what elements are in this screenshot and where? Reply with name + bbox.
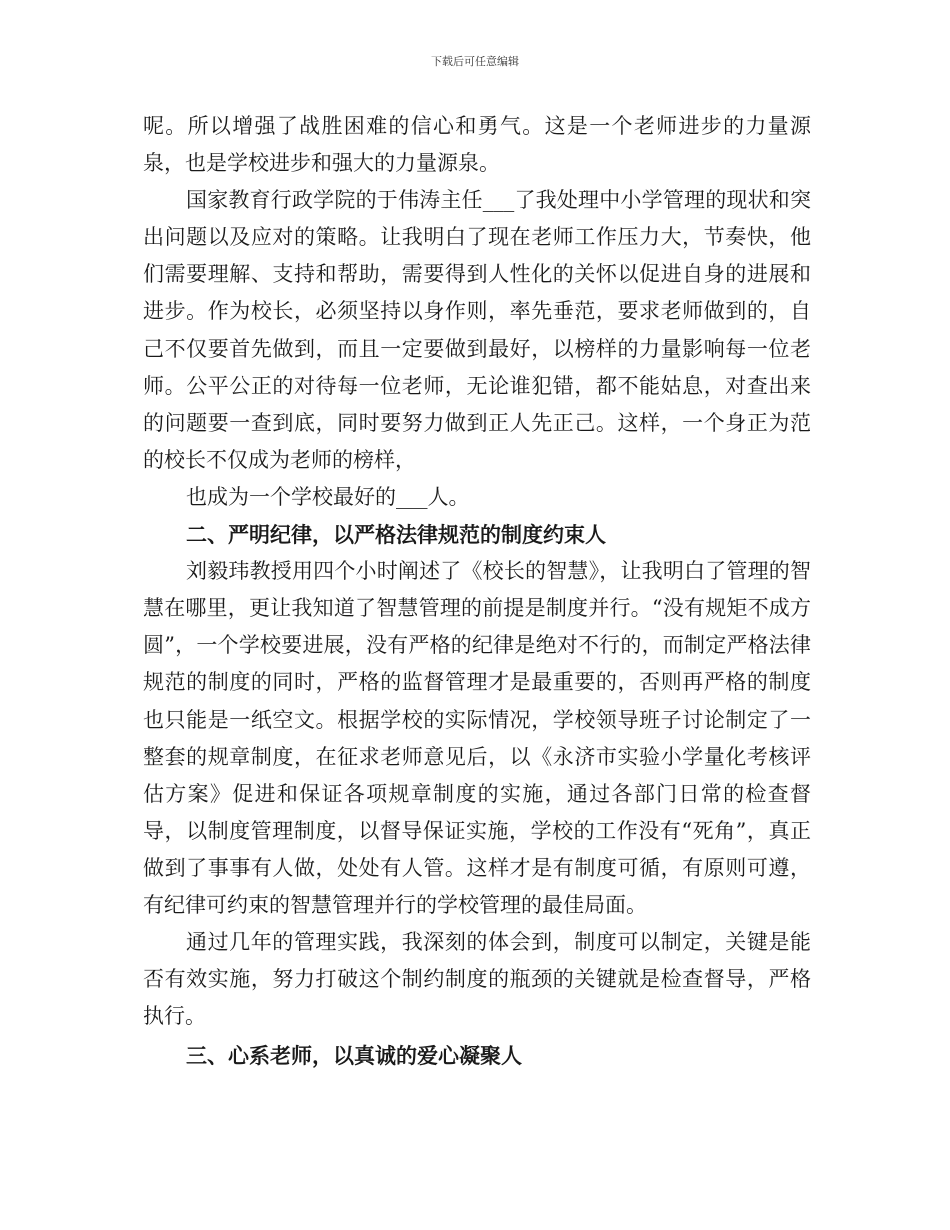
paragraph-liu-yiwei: 刘毅玮教授用四个小时阐述了《校长的智慧》，让我明白了管理的智慧在哪里，更让我知道了智慧管理的前提是制度并行。“没有规矩不成方圆”，一个学校要进展，没有严格的纪律是绝对不行的，而制定严格法律规范的制度的同时，严格的监督管理才是最重要的，否则再严格的制度也只能是一纸空文。根据学校的实际情况，学校领导班子讨论制定了一整套的规章制度，在征求老师意见后，以《永济市实验小学量化考核评估方案》促进和保证各项规章制度的实施，通过各部门日常的检查督导，以制度管理制度，以督导保证实施，学校的工作没有“死角”，真正做到了事事有人做，处处有人管。这样才是有制度可循，有原则可遵，有纪律可约束的智慧管理并行的学校管理的最佳局面。 bbox=[143, 559, 811, 917]
section-heading-three: 三、心系老师，以真诚的爱心凝聚人 bbox=[186, 1043, 522, 1069]
paragraph-practice: 通过几年的管理实践，我深刻的体会到，制度可以制定，关键是能否有效实施，努力打破这个制约制度的瓶颈的关键就是检查督导，严格执行。 bbox=[143, 930, 811, 1029]
paragraph-best-person: 也成为一个学校最好的___人。 bbox=[186, 484, 470, 509]
page-header: 下载后可任意编辑 bbox=[431, 55, 519, 68]
document-body bbox=[143, 108, 811, 1074]
section-heading-two: 二、严明纪律，以严格法律规范的制度约束人 bbox=[186, 522, 606, 548]
paragraph-yu-weitao: 国家教育行政学院的于伟涛主任___了我处理中小学管理的现状和突出问题以及应对的策略。让我明白了现在老师工作压力大，节奏快，他们需要理解、支持和帮助，需要得到人性化的关怀以促进自身的进展和进步。作为校长，必须坚持以身作则，率先垂范，要求老师做到的，自己不仅要首先做到，而且一定要做到最好，以榜样的力量影响每一位老师。公平公正的对待每一位老师，无论谁犯错，都不能姑息，对查出来的问题要一查到底，同时要努力做到正人先正己。这样，一个身正为范的校长不仅成为老师的榜样， bbox=[143, 188, 811, 472]
paragraph-continuation: 呢。所以增强了战胜困难的信心和勇气。这是一个老师进步的力量源泉，也是学校进步和强大的力量源泉。 bbox=[143, 114, 811, 176]
